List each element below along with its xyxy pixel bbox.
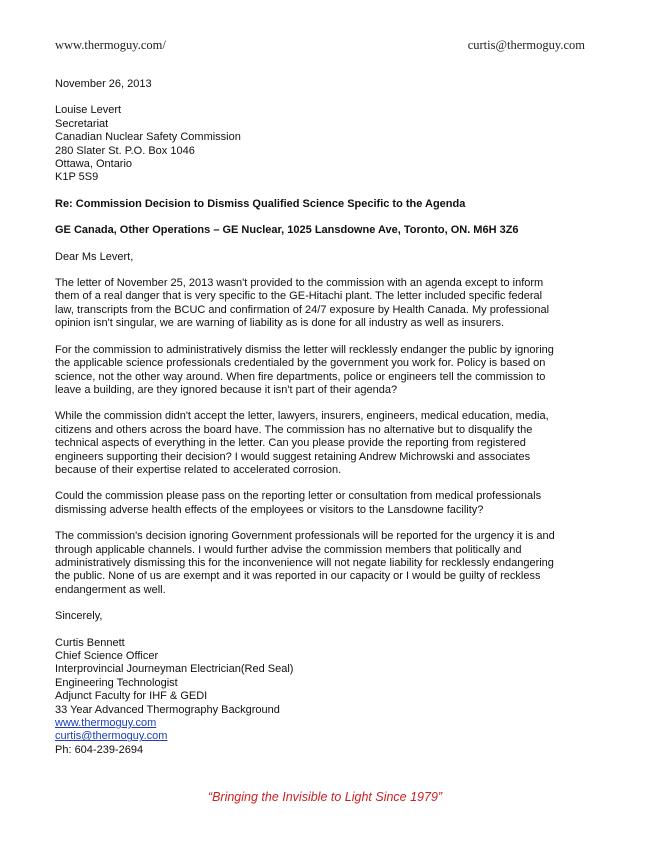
paragraph-line: technical aspects of everything in the letter. Can you please provide the reporting from registered <box>55 437 526 450</box>
closing: Sincerely, <box>55 610 103 623</box>
signature-email-link[interactable]: curtis@thermoguy.com <box>55 730 168 743</box>
subject-line: Re: Commission Decision to Dismiss Qualified Science Specific to the Agenda <box>55 197 466 210</box>
paragraph-1 <box>55 277 585 331</box>
header-email[interactable]: curtis@thermoguy.com <box>467 38 585 52</box>
signature-title: Chief Science Officer <box>55 650 159 662</box>
paragraph-line: them of a real danger that is very specific to the GE-Hitachi plant. The letter included specific federal <box>55 290 543 303</box>
signature-phone: Ph: 604-239-2694 <box>55 743 144 756</box>
signature-block <box>55 637 585 758</box>
recipient-line: Secretariat <box>55 117 109 130</box>
letterhead <box>55 38 585 56</box>
salutation: Dear Ms Levert, <box>55 250 134 263</box>
recipient-line: K1P 5S9 <box>55 171 99 184</box>
paragraph-line: science, not the other way around. When fire departments, police or engineers tell the commission to <box>55 370 546 383</box>
signature-credential: Engineering Technologist <box>55 676 178 689</box>
letter-date: November 26, 2013 <box>55 78 152 90</box>
recipient-line: 280 Slater St. P.O. Box 1046 <box>55 144 195 157</box>
paragraph-line: The commission's decision ignoring Government professionals will be reported for the urgency it is and <box>55 530 555 543</box>
paragraph-4 <box>55 490 585 517</box>
paragraph-line: For the commission to administratively dismiss the letter will recklessly endanger the public by ignoring <box>55 343 554 356</box>
paragraph-line: opinion isn't singular, we are warning of liability as is done for all industry as well as insurers. <box>55 317 505 330</box>
paragraph-line: The letter of November 25, 2013 wasn't provided to the commission with an agenda except to inform <box>55 277 544 290</box>
paragraph-line: because of their expertise related to accelerated corrosion. <box>55 463 342 476</box>
location-line: GE Canada, Other Operations – GE Nuclear, 1025 Lansdowne Ave, Toronto, ON. M6H 3Z6 <box>55 224 519 237</box>
paragraph-line: leave a building, are they ignored because it isn't part of their agenda? <box>55 383 398 396</box>
header-website[interactable]: www.thermoguy.com/ <box>55 38 166 52</box>
paragraph-3 <box>55 410 585 477</box>
signature-website-link[interactable]: www.thermoguy.com <box>55 717 157 730</box>
signature-name: Curtis Bennett <box>55 636 125 649</box>
paragraph-line: the applicable science professionals credentialed by the government you work for. Policy is based on <box>55 357 546 370</box>
paragraph-line: administratively dismissing this for the inconvenience will not negate liability for recklessly endangering <box>55 556 554 569</box>
recipient-line: Canadian Nuclear Safety Commission <box>55 131 241 144</box>
signature-credential: 33 Year Advanced Thermography Background <box>55 703 280 716</box>
paragraph-line: law, transcripts from the BCUC and confirmation of 24/7 exposure by Health Canada. My professional <box>55 303 550 316</box>
recipient-block <box>55 104 585 184</box>
signature-credential: Interprovincial Journeyman Electrician(Red Seal) <box>55 663 294 676</box>
paragraph-line: the public. None of us are exempt and it was reported in our capacity or I would be guilty of reckless <box>55 570 541 583</box>
recipient-line: Ottawa, Ontario <box>55 158 133 171</box>
paragraph-5 <box>55 530 585 597</box>
signature-credential: Adjunct Faculty for IHF & GEDI <box>55 690 208 703</box>
paragraph-line: citizens and others across the board have. The commission has no alternative but to disqualify the <box>55 423 533 436</box>
paragraph-line: Could the commission please pass on the reporting letter or consultation from medical professionals <box>55 490 542 503</box>
paragraph-line: engineers supporting their decision? I would suggest retaining Andrew Michrowski and associates <box>55 450 531 463</box>
paragraph-line: through applicable channels. I would further advise the commission members that politically and <box>55 543 522 556</box>
paragraph-line: dismissing adverse health effects of the employees or visitors to the Lansdowne facility? <box>55 503 484 516</box>
letter-body <box>55 78 585 757</box>
footer-tagline: “Bringing the Invisible to Light Since 1979” <box>207 790 443 804</box>
paragraph-2 <box>55 344 585 398</box>
paragraph-line: endangerment as well. <box>55 583 166 596</box>
paragraph-line: While the commission didn't accept the letter, lawyers, insurers, engineers, medical education, media, <box>55 410 549 423</box>
recipient-line: Louise Levert <box>55 104 122 117</box>
